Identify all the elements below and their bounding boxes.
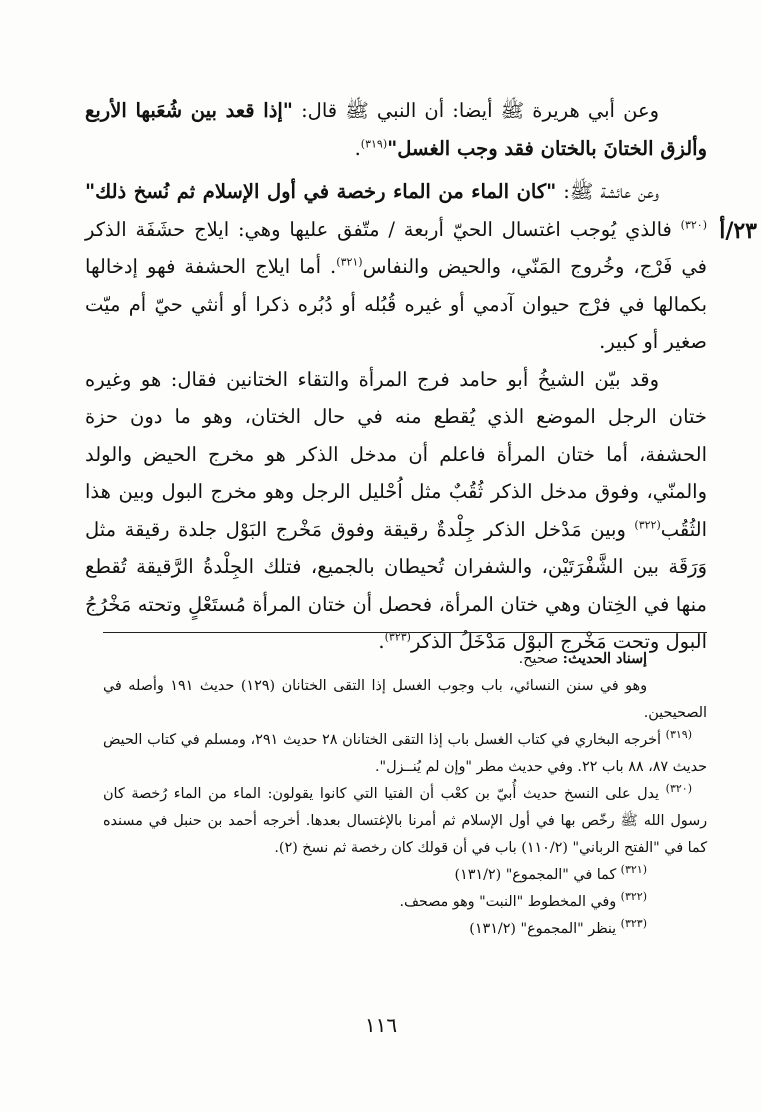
footnote-320: $^{(٣٢٠)}$ يدل على النسخ حديث أُبيّ بن كعْب أن الفتيا التي كانوا يقولون: الماء من الماء رُخصة كان رسول الله ﷺ رخّص بها في أول الإسلام ثم أمرنا بالإغتسال بعدها. أخرجه أحمد بن حنبل في مسنده كما في "الفتح الرباني" (١١٠/٢) باب في أن قولك كان رخصة ثم نسخ (٢). <box>103 782 707 856</box>
footnotes <box>103 646 707 943</box>
isnad-label: إسناد الحديث: <box>562 651 647 667</box>
isnad-line <box>103 646 707 673</box>
footnote-319: $^{(٣١٩)}$ أخرجه البخاري في كتاب الغسل باب إذا التقى الختانان ٢٨ حديث ٢٩١، ومسلم في كتاب الحيض حديث ٨٧، ٨٨ باب ٢٢. وفي حديث مطر "وإن لم يُنــزل". <box>103 728 707 775</box>
footnote-number: (٣٢٢) <box>620 890 647 904</box>
footnote-number: (٣٢٣) <box>620 917 647 931</box>
footnote-322: $^{(٣٢٢)}$ وفي المخطوط "النبت" وهو مصحف. <box>399 890 647 910</box>
page-number: ١١٦ <box>364 1013 398 1037</box>
footnote-323: $^{(٣٢٣)}$ ينظر "المجموع" (١٣١/٢) <box>469 917 647 937</box>
footnote-ref: (٣٢٣) <box>384 630 411 644</box>
footnote-number: (٣٢٠) <box>665 782 692 796</box>
isnad-value: صحيح. <box>518 651 563 667</box>
footnote-number: (٣١٩) <box>665 728 692 742</box>
main-text <box>85 92 707 661</box>
footnote-number: (٣٢١) <box>620 863 647 877</box>
manuscript-folio-marker: ٢٣/أ <box>719 218 757 244</box>
isnad-note: وهو في سنن النسائي، باب وجوب الغسل إذا التقى الختانان (١٢٩) حديث ١٩١ وأصله في الصحيحين. <box>103 678 707 721</box>
footnote-ref: (٣١٩) <box>360 137 388 150</box>
paragraph-abu-hamid: وقد بيّن الشيخُ أبو حامد فرج المرأة والتقاء الختانين فقال: هو وغيره ختان الرجل الموضع الذي يُقطع منه في حال الختان، وهو ما دون حزة الحشفة، أما ختان المرأة فاعلم أن مدخل الذكر هو مخرج الحيض والولد والمنّي، وفوق مدخل الذكر ثُقُبٌ مثل اُحْليل الرجل وهو مخرج البول وبين هذا الثُقُب$^{(٣٢٢)}$ وبين مَدْخل الذكر جِلْدةٌ رقيقة وفوق مَخْرج البَوْل جلدة رقيقة مثل وَرَقَة بين الشَّفْرَتَيْن، والشفران تُحيطان بالجميع، فتلك الجِلْدةُ الرَّقيقة تُقطع منها في الخِتان وهي ختان المرأة، فحصل أن ختان المرأة مُستَعْلٍ وتحته مَخْرُجُ البول وتحت مَخْرج البوْل مَدْخَلُ الذكر$^{(٣٢٣)}$. <box>85 367 707 653</box>
footnote-ref: (٣٢١) <box>336 255 363 269</box>
hadith-quote: "كان الماء من الماء رخصة في أول الإسلام ثم نُسخ ذلك" <box>85 180 557 203</box>
footnote-321: $^{(٣٢١)}$ كما في "المجموع" (١٣١/٢) <box>454 863 647 883</box>
footnote-ref: (٣٢٢) <box>634 518 661 531</box>
hadith-quote: "إذا قعد بين شُعَبها الأربع وألزق الختانَ بالختان فقد وجب الغسل" <box>85 99 707 160</box>
paragraph-hadith-abu-hurayra: وعن أبي هريرة ﷺ أيضا: أن النبي ﷺ قال: "إذا قعد بين شُعَبها الأربع وألزق الختانَ بالختان فقد وجب الغسل"$^{(٣١٩)}$. <box>85 99 707 160</box>
footnote-ref: (٣٢٠) <box>680 218 707 231</box>
paragraph-hadith-aisha: وعن عائشة ﷺ: "كان الماء من الماء رخصة في أول الإسلام ثم نُسخ ذلك"$^{(٣٢٠)}$ فالذي يُوجب اغتسال الحيّ أربعة / متّفق عليها وهي: ايلاج حشَفَة الذكر في فَرْج، وخُروج المَنّي، والحيض والنفاس$^{(٣٢١)}$. أما ايلاج الحشفة فهو إدخالها بكمالها في فرْج حيوان آدمي أو غيره قُبُله أو دُبُره ذكرا أو أنثي حيّ أم ميّت صغير أو كبير. <box>85 180 708 353</box>
footnote-divider <box>103 632 707 633</box>
